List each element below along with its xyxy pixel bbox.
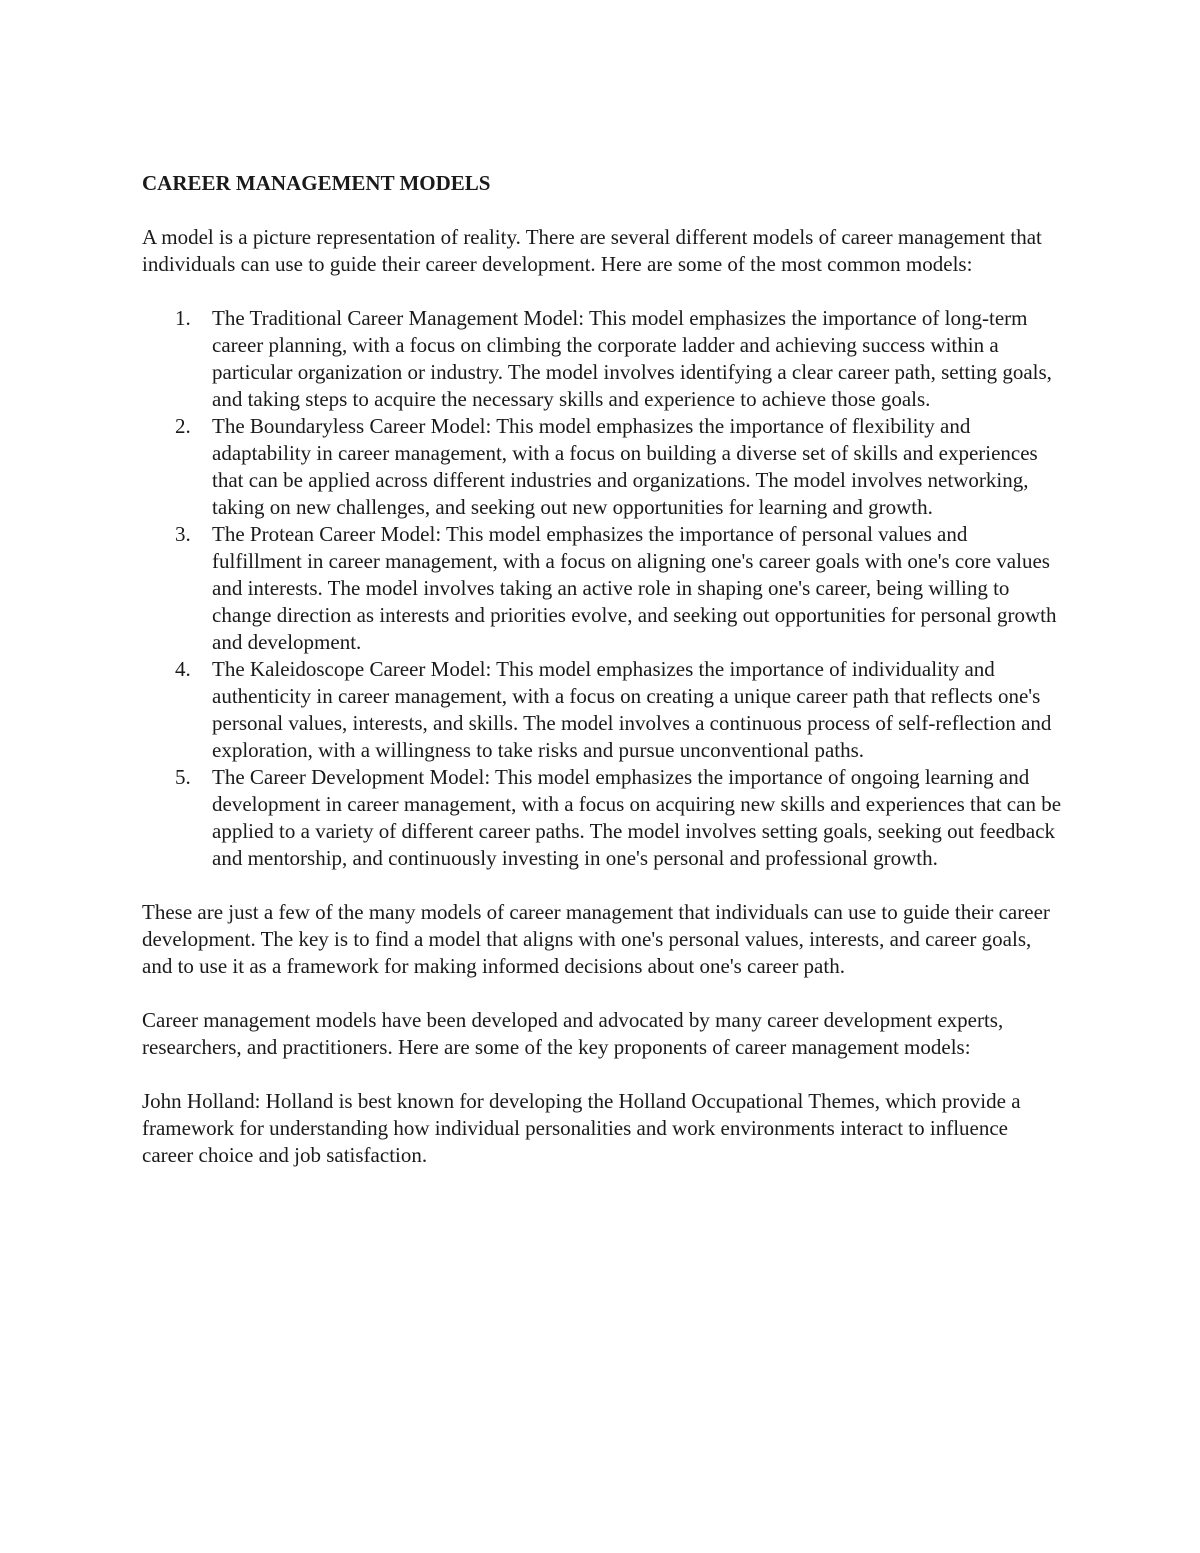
list-item xyxy=(142,305,1062,413)
list-item xyxy=(142,521,1062,656)
proponents-intro-paragraph: Career management models have been developed and advocated by many career development experts, researchers, and practitioners. Here are some of the key proponents of career management models: xyxy=(142,1008,1004,1059)
list-item-text: The Boundaryless Career Model: This model emphasizes the importance of flexibility and adaptability in career management, with a focus on building a diverse set of skills and experiences that can be applied across different industries and organizations. The model involves networking, taking on new challenges, and seeking out new opportunities for learning and growth. xyxy=(212,414,1038,519)
document-body xyxy=(142,170,1062,1196)
list-item-text: The Protean Career Model: This model emphasizes the importance of personal values and fulfillment in career management, with a focus on aligning one's career goals with one's core values and interests. The model involves taking an active role in shaping one's career, being willing to change direction as interests and priorities evolve, and seeking out opportunities for personal growth and development. xyxy=(212,522,1057,654)
intro-paragraph: A model is a picture representation of reality. There are several different models of career management that individuals can use to guide their career development. Here are some of the most common models: xyxy=(142,225,1042,276)
document-title: CAREER MANAGEMENT MODELS xyxy=(142,171,491,195)
proponent-holland-paragraph: John Holland: Holland is best known for developing the Holland Occupational Themes, which provide a framework for understanding how individual personalities and work environments interact to influence career choice and job satisfaction. xyxy=(142,1089,1021,1167)
list-item-text: The Kaleidoscope Career Model: This model emphasizes the importance of individuality and authenticity in career management, with a focus on creating a unique career path that reflects one's personal values, interests, and skills. The model involves a continuous process of self-reflection and exploration, with a willingness to take risks and pursue unconventional paths. xyxy=(212,657,1052,762)
list-item-number: 1. xyxy=(175,306,191,330)
list-item-text: The Career Development Model: This model emphasizes the importance of ongoing learning and development in career management, with a focus on acquiring new skills and experiences that can be applied to a variety of different career paths. The model involves setting goals, seeking out feedback and mentorship, and continuously investing in one's personal and professional growth. xyxy=(212,765,1062,870)
list-item-text: The Traditional Career Management Model: This model emphasizes the importance of long-term career planning, with a focus on climbing the corporate ladder and achieving success within a particular organization or industry. The model involves identifying a clear career path, setting goals, and taking steps to acquire the necessary skills and experience to achieve those goals. xyxy=(212,306,1052,411)
list-item xyxy=(142,764,1062,872)
models-list xyxy=(142,305,1062,872)
list-item-number: 5. xyxy=(175,765,191,789)
list-item-number: 2. xyxy=(175,414,191,438)
summary-paragraph: These are just a few of the many models of career management that individuals can use to guide their career development. The key is to find a model that aligns with one's personal values, interests, and career goals, and to use it as a framework for making informed decisions about one's career path. xyxy=(142,900,1050,978)
list-item-number: 4. xyxy=(175,657,191,681)
list-item-number: 3. xyxy=(175,522,191,546)
list-item xyxy=(142,656,1062,764)
list-item xyxy=(142,413,1062,521)
